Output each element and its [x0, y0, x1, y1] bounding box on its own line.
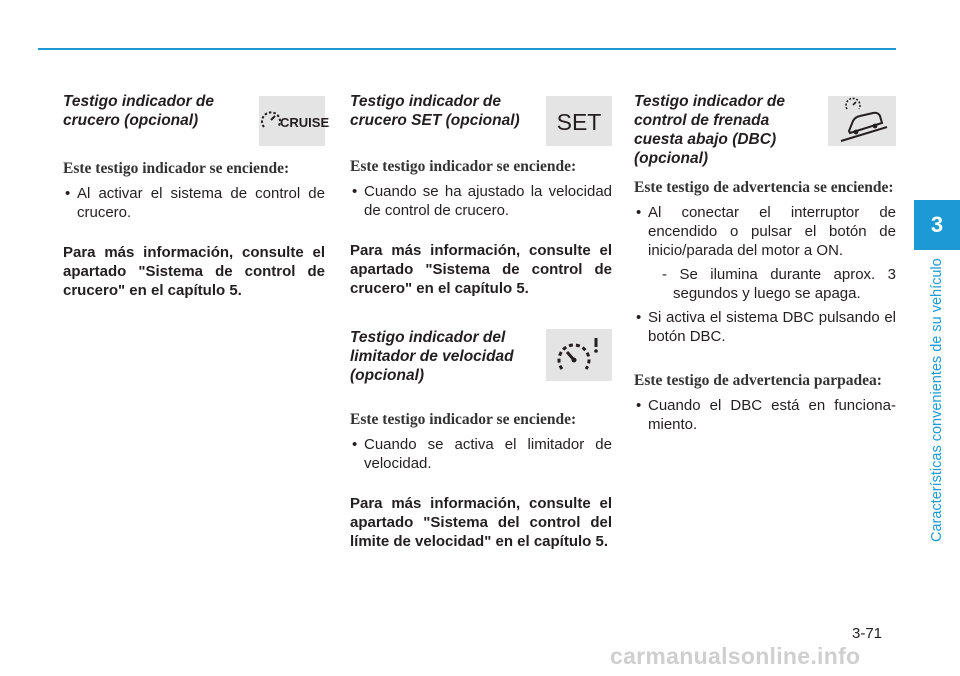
dbc-dash-1: - Se ilumina durante aprox. 3 segundos y luego se apaga. [662, 266, 896, 302]
set-icon-text: SET [556, 109, 602, 135]
speed-limiter-heading: Testigo indicador del limitador de velocidad (opcional) [350, 329, 514, 384]
cruise-icon [259, 96, 330, 146]
cruise-set-subheading: Este testigo indicador se enciende: [350, 158, 577, 175]
downhill-brake-control-icon [828, 96, 896, 146]
speed-limiter-section [350, 328, 612, 551]
column-2 [350, 92, 612, 551]
speed-limiter-subheading: Este testigo indicador se enciende: [350, 411, 577, 428]
cruise-bullet-1: • Al activar el sistema de control de crucero. [63, 184, 325, 222]
dbc-subheading-on: Este testigo de advertencia se enciende: [634, 179, 894, 196]
dbc-heading: Testigo indicador de control de frenada cuesta abajo (DBC) (opcional) [634, 93, 785, 167]
cruise-subheading: Este testigo indicador se enciende: [63, 160, 290, 177]
cruise-set-heading: Testigo indicador de crucero SET (opcional) [350, 93, 520, 129]
dbc-bullet-1: • Al conectar el interruptor de encendido o pulsar el botón de inicio/parada del motor a ON. [634, 203, 896, 260]
cruise-set-section [350, 92, 612, 298]
header-rule [38, 48, 896, 50]
column-1 [63, 92, 330, 300]
cruise-icon-text: CRUISE [280, 115, 330, 130]
dbc-bullet-3: • Cuando el DBC está en funciona-miento. [634, 396, 896, 434]
cruise-heading: Testigo indicador de crucero (opcional) [63, 93, 214, 129]
cruise-set-bullet-1: • Cuando se ha ajustado la velocidad de control de crucero. [350, 182, 612, 220]
cruise-set-info: Para más información, consulte el apartado "Sistema de control de crucero" en el capítulo 5. [350, 242, 612, 297]
speed-limiter-info: Para más información, consulte el apartado "Sistema del control del límite de velocidad" en el capítulo 5. [350, 495, 612, 550]
cruise-set-icon [546, 96, 612, 146]
cruise-info: Para más información, consulte el apartado "Sistema de control de crucero" en el capítulo 5. [63, 244, 325, 299]
column-3 [634, 92, 896, 434]
dbc-bullet-2: • Si activa el sistema DBC pulsando el botón DBC. [634, 308, 896, 346]
speed-limiter-icon [546, 329, 612, 381]
watermark: carmanualsonline.info [610, 643, 861, 669]
dbc-subheading-blink: Este testigo de advertencia parpadea: [634, 372, 882, 389]
speed-limiter-bullet-1: • Cuando se activa el limitador de velocidad. [350, 435, 612, 473]
page-number: 3-71 [852, 625, 883, 642]
chapter-title: Características convenientes de su vehículo [929, 258, 945, 542]
chapter-tab: 3 [914, 200, 960, 250]
dbc-section [634, 92, 896, 434]
cruise-section [63, 92, 330, 300]
